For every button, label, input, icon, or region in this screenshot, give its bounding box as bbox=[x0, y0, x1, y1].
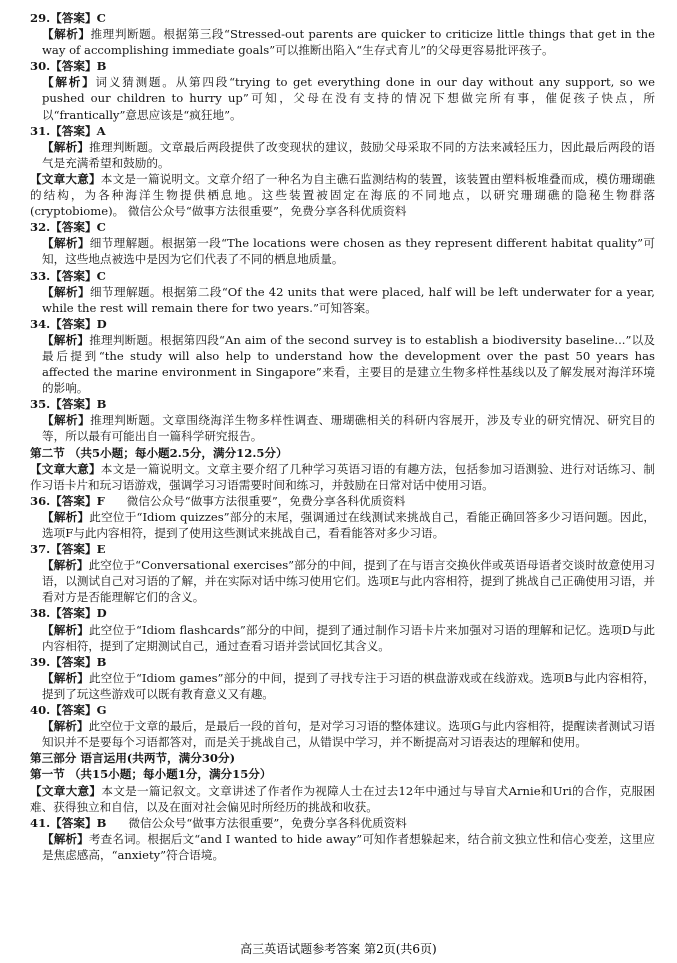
answer-line bbox=[30, 316, 655, 332]
explanation-text: 此空位于“Idiom games”部分的中间，提到了寻找专注于习语的棋盘游戏或在线游戏。选项B与此内容相符，提到了玩这些游戏可以既有教育意义又有趣。 bbox=[42, 670, 655, 701]
answer-value: B bbox=[96, 59, 107, 74]
question-number: 40. bbox=[30, 703, 51, 718]
question-number: 35. bbox=[30, 397, 51, 412]
question-number: 41. bbox=[30, 815, 51, 830]
answer-value: C bbox=[96, 268, 106, 283]
explanation bbox=[30, 557, 655, 605]
answer-value: B bbox=[96, 654, 107, 669]
answer-label: 【答案】 bbox=[50, 397, 97, 412]
answer-label: 【答案】 bbox=[50, 268, 97, 283]
answer-value: D bbox=[96, 606, 107, 621]
question-number: 32. bbox=[30, 220, 51, 235]
explanation-text: 此空位于“Idiom flashcards”部分的中间，提到了通过制作习语卡片来加强对习语的理解和记忆。选项D与此内容相符，提到了定期测试自己，通过查看习语并尝试回忆其含义。 bbox=[42, 622, 655, 653]
section-heading: 第一节 （共15小题；每小题1分，满分15分） bbox=[30, 767, 272, 782]
explanation-text: 推理判断题。文章围绕海洋生物多样性调查、珊瑚礁相关的科研内容展开，涉及专业的研究情况、研究目的等，所以最有可能出自一篇科学研究报告。 bbox=[42, 413, 655, 444]
answer-label: 【答案】 bbox=[50, 815, 97, 830]
summary-tag: 【文章大意】 bbox=[30, 171, 101, 186]
explanation bbox=[30, 622, 655, 654]
explanation-text: 推理判断题。根据第四段“An aim of the second survey is to establish a biodiversity baseline...”以及最后提到“the study will also help to understand how the development over the past 50 years has affected the marine environment in Singapore”来看，主要目的是建立生物多样性基线以及了解发展对海洋环境的影响。 bbox=[42, 332, 655, 396]
question-number: 31. bbox=[30, 123, 51, 138]
page-footer: 高三英语试题参考答案 第2页(共6页) bbox=[240, 942, 437, 956]
explanation-tag: 【解析】 bbox=[42, 831, 89, 846]
answer-line bbox=[30, 654, 655, 670]
summary-tag: 【文章大意】 bbox=[30, 783, 102, 798]
question-number: 38. bbox=[30, 606, 51, 621]
answer-label: 【答案】 bbox=[50, 11, 97, 25]
explanation-text: 此空位于“Conversational exercises”部分的中间，提到了在与语言交换伙伴或英语母语者交谈时故意使用习语，以测试自己对习语的了解，并在实际对话中练习使用它们。选项E与此内容相符，提到了挑战自己正确使用习语，并看对方是否能理解它们的含义。 bbox=[42, 558, 655, 605]
answer-line bbox=[30, 493, 655, 509]
answer-line bbox=[30, 58, 655, 74]
explanation bbox=[30, 332, 655, 396]
answer-label: 【答案】 bbox=[50, 654, 97, 669]
summary-text: 本文是一篇说明文。文章主要介绍了几种学习英语习语的有趣方法，包括参加习语测验、进行对话练习、制作习语卡片和玩习语游戏，强调学习习语需要时间和练习，并鼓励在日常对话中使用习语。 bbox=[30, 461, 655, 492]
answer-line bbox=[30, 268, 655, 284]
question-number: 34. bbox=[30, 316, 51, 331]
question-number: 39. bbox=[30, 654, 51, 669]
explanation bbox=[30, 74, 655, 122]
explanation-text: 推理判断题。根据第三段“Stressed-out parents are quicker to criticize little things that get in the way of accomplishing immediate goals”可以推断出陷入“生存式育儿”的父母更容易批评孩子。 bbox=[42, 27, 655, 58]
explanation-tag: 【解析】 bbox=[42, 27, 91, 42]
explanation bbox=[30, 670, 655, 702]
answer-value: C bbox=[96, 220, 106, 235]
explanation-text: 推理判断题。文章最后两段提供了改变现状的建议，鼓励父母采取不同的方法来减轻压力，因此最后两段的语气是充满希望和鼓励的。 bbox=[42, 139, 655, 170]
explanation-tag: 【解析】 bbox=[42, 558, 89, 573]
explanation bbox=[30, 412, 655, 444]
explanation bbox=[30, 26, 655, 58]
summary-text: 本文是一篇记叙文。文章讲述了作者作为视障人士在过去12年中通过与导盲犬Arnie和Uri的合作，克服困难、获得独立和自信，以及在面对社会偏见时所经历的挑战和收获。 bbox=[30, 783, 655, 814]
explanation-text: 细节理解题。根据第二段“Of the 42 units that were placed, half will be left underwater for a year, while the rest will remain there for two years.”可知答案。 bbox=[42, 284, 655, 315]
question-number: 36. bbox=[30, 493, 51, 508]
explanation-tag: 【解析】 bbox=[42, 236, 90, 251]
summary-text: 本文是一篇说明文。文章介绍了一种名为自主礁石监测结构的装置，该装置由塑料板堆叠而成，模仿珊瑚礁的结构，为各种海洋生物提供栖息地。这些装置被固定在海底的不同地点，以研究珊瑚礁的隐秘生物群落(cryptobiome)。 微信公众号“做事方法很重要”，免费分享各科优质资料 bbox=[30, 171, 655, 219]
explanation-text: 细节理解题。根据第一段“The locations were chosen as they represent different habitat quality”可知，这些地点被选中是因为它们代表了不同的栖息地质量。 bbox=[42, 236, 655, 267]
answer-label: 【答案】 bbox=[50, 542, 97, 557]
explanation-tag: 【解析】 bbox=[42, 139, 90, 154]
article-summary bbox=[30, 461, 655, 493]
answer-line bbox=[30, 396, 655, 412]
question-number: 33. bbox=[30, 268, 51, 283]
section-heading: 第二节 （共5小题；每小题2.5分，满分12.5分） bbox=[30, 445, 288, 460]
wechat-note: 微信公众号“做事方法很重要”，免费分享各科优质资料 bbox=[126, 493, 406, 508]
explanation-tag: 【解析】 bbox=[42, 75, 96, 90]
answer-line bbox=[30, 541, 655, 557]
answer-label: 【答案】 bbox=[50, 220, 97, 235]
explanation-tag: 【解析】 bbox=[42, 670, 89, 685]
answer-value: E bbox=[96, 542, 106, 557]
explanation bbox=[30, 139, 655, 171]
answer-value: C bbox=[96, 11, 106, 25]
explanation bbox=[30, 284, 655, 316]
explanation-text: 词义猜测题。从第四段“trying to get everything done in our day without any support, so we pushed our children to hurry up”可知，父母在没有支持的情况下想做完所有事，催促孩子快点，所以“frantically”意思应该是“疯狂地”。 bbox=[42, 75, 655, 122]
answer-label: 【答案】 bbox=[50, 123, 97, 138]
question-number: 30. bbox=[30, 59, 51, 74]
answer-line bbox=[30, 123, 655, 139]
explanation bbox=[30, 509, 655, 541]
explanation-tag: 【解析】 bbox=[42, 622, 90, 637]
answer-value: A bbox=[96, 123, 106, 138]
answer-value: F bbox=[96, 493, 105, 508]
question-number: 37. bbox=[30, 542, 51, 557]
answer-label: 【答案】 bbox=[50, 493, 97, 508]
answer-value: B bbox=[96, 815, 107, 830]
answer-label: 【答案】 bbox=[50, 606, 97, 621]
answer-line bbox=[30, 10, 655, 26]
article-summary bbox=[30, 171, 655, 219]
answer-value: G bbox=[96, 703, 107, 718]
explanation-tag: 【解析】 bbox=[42, 509, 90, 524]
answer-line bbox=[30, 702, 655, 718]
answer-line bbox=[30, 605, 655, 621]
explanation bbox=[30, 235, 655, 267]
answer-label: 【答案】 bbox=[50, 316, 97, 331]
answer-label: 【答案】 bbox=[50, 59, 97, 74]
explanation-tag: 【解析】 bbox=[42, 413, 91, 428]
summary-tag: 【文章大意】 bbox=[30, 461, 101, 476]
answer-line bbox=[30, 815, 655, 831]
explanation-text: 考查名词。根据后文“and I wanted to hide away”可知作者想躲起来，结合前文独立性和信心变差，这里应是焦虑感高，“anxiety”符合语境。 bbox=[42, 831, 655, 862]
answer-value: B bbox=[96, 397, 107, 412]
explanation-tag: 【解析】 bbox=[42, 719, 89, 734]
wechat-note: 微信公众号“做事方法很重要”，免费分享各科优质资料 bbox=[128, 815, 407, 830]
article-summary bbox=[30, 783, 655, 815]
explanation-tag: 【解析】 bbox=[42, 284, 90, 299]
explanation bbox=[30, 718, 655, 750]
section-heading: 第三部分 语言运用(共两节，满分30分) bbox=[30, 751, 236, 766]
explanation-tag: 【解析】 bbox=[42, 332, 90, 347]
explanation bbox=[30, 831, 655, 863]
answer-line bbox=[30, 219, 655, 235]
answer-value: D bbox=[96, 316, 107, 331]
explanation-text: 此空位于“Idiom quizzes”部分的末尾，强调通过在线测试来挑战自己，看能正确回答多少习语问题。因此，选项F与此内容相符，提到了使用这些测试来挑战自己，看看能答对多少习语。 bbox=[42, 509, 655, 540]
question-number: 29. bbox=[30, 11, 51, 25]
explanation-text: 此空位于文章的最后，是最后一段的首句，是对学习习语的整体建议。选项G与此内容相符，提醒读者测试习语知识并不是要每个习语都答对，而是关于挑战自己，从错误中学习，并不断提高对习语表达的理解和使用。 bbox=[42, 719, 655, 750]
answer-label: 【答案】 bbox=[50, 703, 97, 718]
